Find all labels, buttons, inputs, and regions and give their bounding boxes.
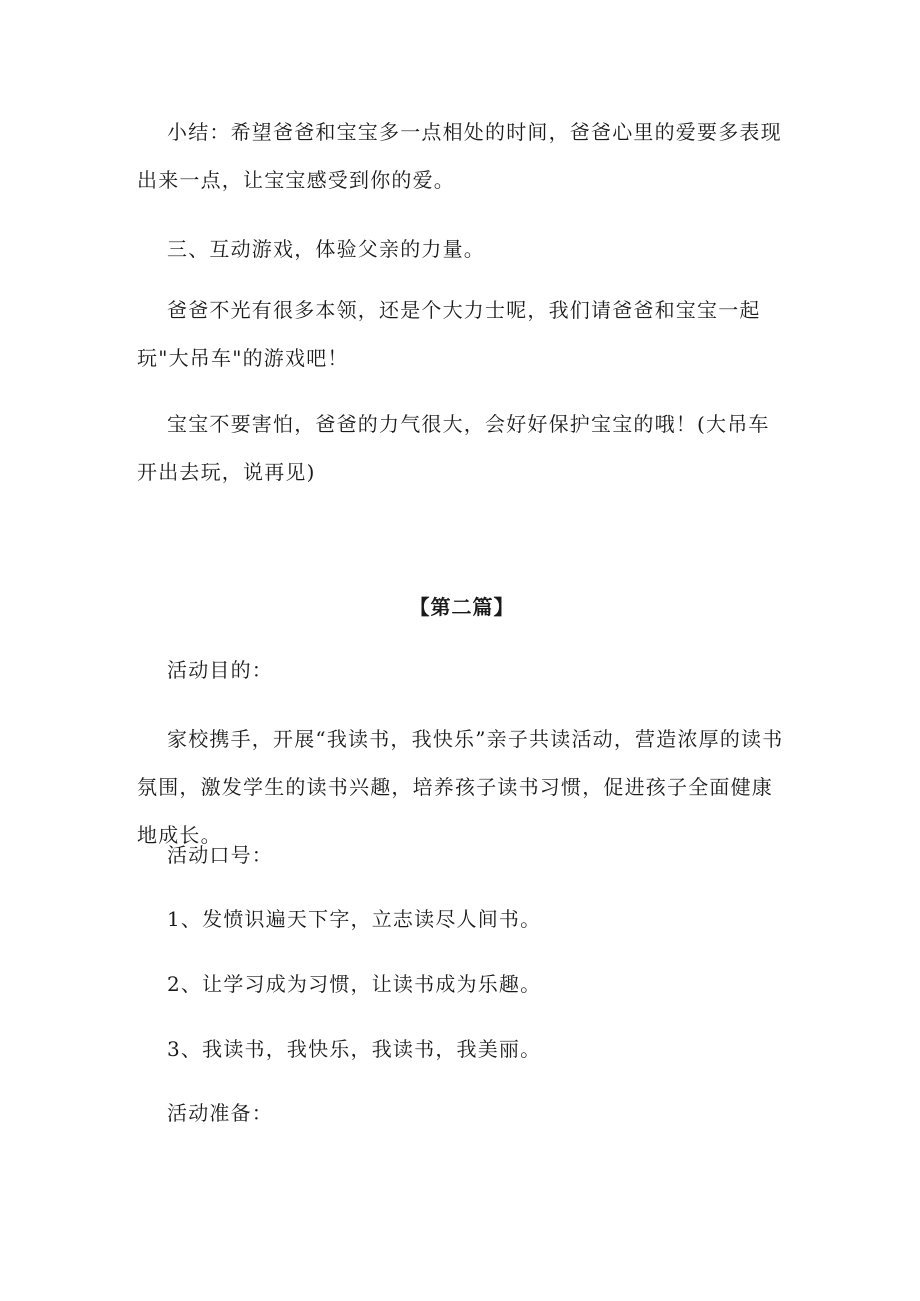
prep-label: 活动准备： xyxy=(167,1101,273,1125)
slogan-item: 1、发愤识遍天下字，立志读尽人间书。 xyxy=(167,907,542,931)
summary-paragraph: 小结：希望爸爸和宝宝多一点相处的时间，爸爸心里的爱要多表现出来一点，让宝宝感受到你的爱。 xyxy=(137,120,782,192)
game-instruction-paragraph: 宝宝不要害怕，爸爸的力气很大，会好好保护宝宝的哦！(大吊车开出去玩，说再见) xyxy=(137,412,770,484)
slogan-item: 3、我读书，我快乐，我读书，我美丽。 xyxy=(167,1037,542,1061)
slogan-item: 2、让学习成为习惯，让读书成为乐趣。 xyxy=(167,972,542,996)
slogan-label: 活动口号： xyxy=(167,843,273,867)
game-intro-paragraph: 爸爸不光有很多本领，还是个大力士呢，我们请爸爸和宝宝一起玩"大吊车"的游戏吧！ xyxy=(137,298,761,370)
purpose-text: 家校携手，开展“我读书，我快乐”亲子共读活动，营造浓厚的读书氛围，激发学生的读书兴趣，培养孩子读书习惯，促进孩子全面健康地成长。 xyxy=(137,727,784,847)
purpose-label: 活动目的： xyxy=(167,658,273,682)
section-three-heading: 三、互动游戏，体验父亲的力量。 xyxy=(167,237,485,261)
section-title: 【第二篇】 xyxy=(409,595,515,619)
